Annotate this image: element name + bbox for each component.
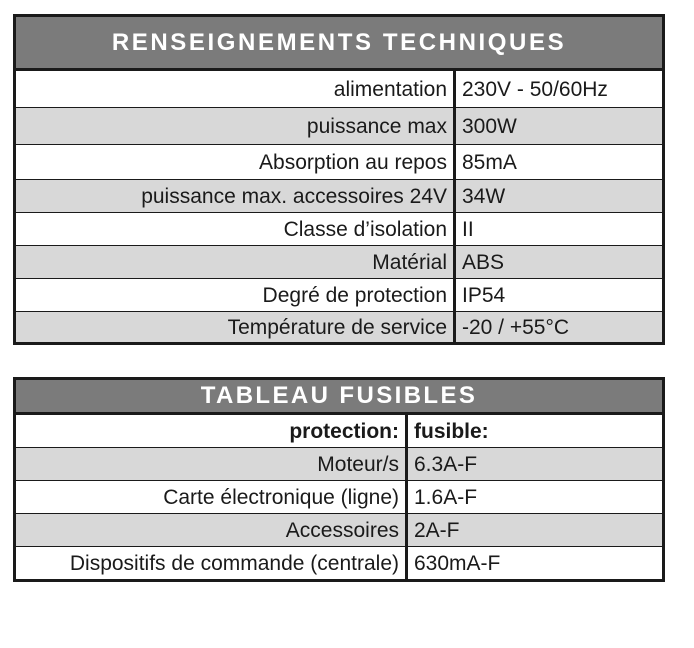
spec-label-protection-degree: Degré de protection	[15, 279, 455, 312]
spec-value-max-power: 300W	[455, 108, 664, 145]
spec-value-standby-absorption: 85mA	[455, 145, 664, 180]
table-row	[15, 108, 664, 145]
fuse-label-board-line: Carte électronique (ligne)	[15, 481, 407, 514]
fuse-table-title: TABLEAU FUSIBLES	[15, 379, 664, 414]
fuse-value-accessories: 2A-F	[407, 514, 664, 547]
fuse-label-accessories: Accessoires	[15, 514, 407, 547]
spec-label-operating-temperature: Température de service	[15, 312, 455, 344]
table-row	[15, 279, 664, 312]
table-row	[15, 481, 664, 514]
spec-value-material: ABS	[455, 246, 664, 279]
spec-label-power-supply: alimentation	[15, 70, 455, 108]
fuse-value-board-line: 1.6A-F	[407, 481, 664, 514]
table-row	[15, 514, 664, 547]
fuse-header-protection: protection:	[15, 414, 407, 448]
spec-value-operating-temperature: -20 / +55°C	[455, 312, 664, 344]
table-row	[15, 145, 664, 180]
table-row	[15, 448, 664, 481]
spec-label-material: Matérial	[15, 246, 455, 279]
table-header-row	[15, 414, 664, 448]
fuse-value-control-devices: 630mA-F	[414, 551, 501, 575]
spec-value-power-supply: 230V - 50/60Hz	[455, 70, 664, 108]
spec-value-insulation-class: II	[455, 213, 664, 246]
table-row	[15, 213, 664, 246]
table-row	[15, 312, 664, 344]
spec-value-accessories-power: 34W	[455, 180, 664, 213]
fuse-value-motors: 6.3A-F	[407, 448, 664, 481]
table-row	[15, 70, 664, 108]
table-row	[15, 180, 664, 213]
technical-info-table	[13, 14, 665, 345]
spec-label-accessories-power: puissance max. accessoires 24V	[15, 180, 455, 213]
spec-label-standby-absorption: Absorption au repos	[15, 145, 455, 180]
fuse-header-fuse: fusible:	[407, 414, 664, 448]
fuse-label-motors: Moteur/s	[15, 448, 407, 481]
table-row	[15, 547, 664, 581]
spec-value-protection-degree: IP54	[455, 279, 664, 312]
technical-info-title: RENSEIGNEMENTS TECHNIQUES	[15, 16, 664, 70]
fuse-label-control-devices: Dispositifs de commande (centrale)	[15, 547, 407, 581]
spec-label-max-power: puissance max	[15, 108, 455, 145]
fuse-table	[13, 377, 665, 582]
spec-label-insulation-class: Classe d’isolation	[15, 213, 455, 246]
table-row	[15, 246, 664, 279]
